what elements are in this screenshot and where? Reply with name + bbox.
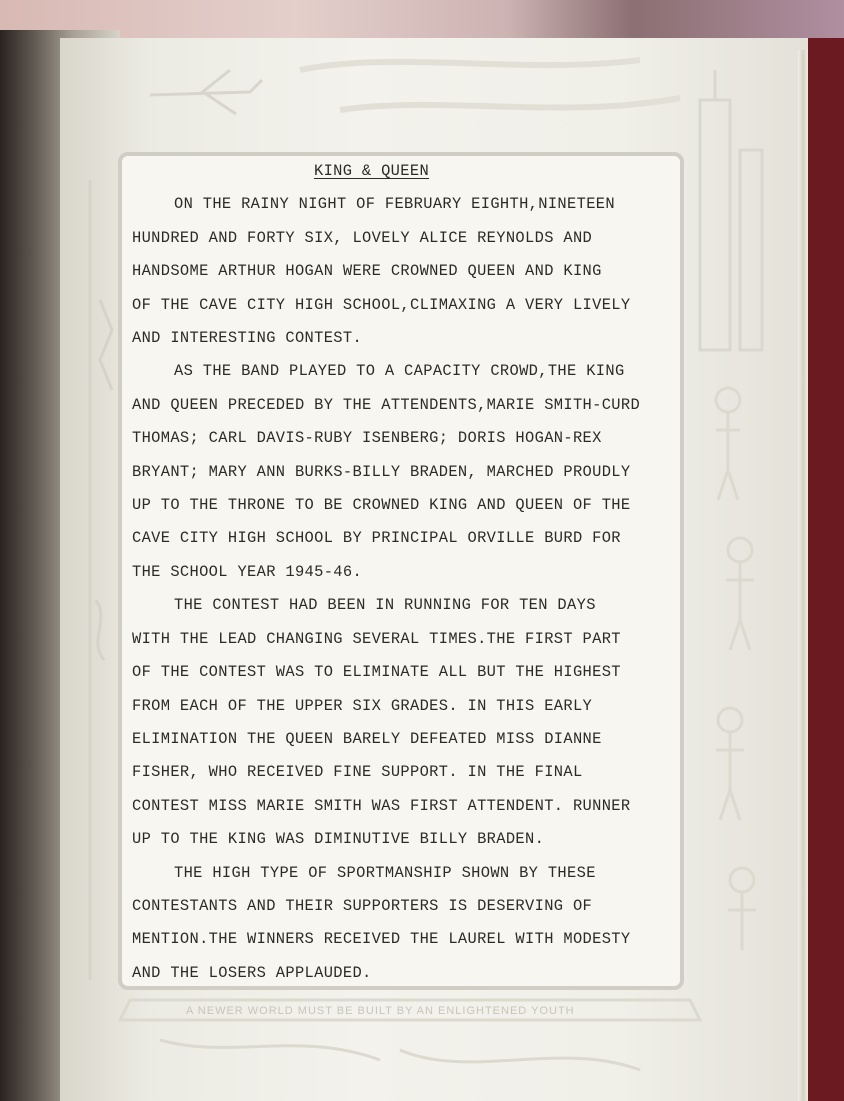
article-title: KING & QUEEN <box>314 162 430 180</box>
background-tagline: A NEWER WORLD MUST BE BUILT BY AN ENLIGHTENED YOUTH <box>186 1005 575 1017</box>
finger-edge <box>0 0 844 38</box>
text-line: AND QUEEN PRECEDED BY THE ATTENDENTS,MARIE SMITH-CURD <box>132 395 641 414</box>
text-line: AS THE BAND PLAYED TO A CAPACITY CROWD,THE KING <box>174 362 625 381</box>
text-line: THE CONTEST HAD BEEN IN RUNNING FOR TEN DAYS <box>174 596 596 615</box>
text-line: CONTEST MISS MARIE SMITH WAS FIRST ATTENDENT. RUNNER <box>132 796 631 815</box>
text-line: ELIMINATION THE QUEEN BARELY DEFEATED MISS DIANNE <box>132 729 602 748</box>
text-line: THOMAS; CARL DAVIS-RUBY ISENBERG; DORIS HOGAN-REX <box>132 429 602 448</box>
text-line: FISHER, WHO RECEIVED FINE SUPPORT. IN THE FINAL <box>132 763 583 782</box>
text-line: HANDSOME ARTHUR HOGAN WERE CROWNED QUEEN AND KING <box>132 262 602 281</box>
typed-article <box>132 155 677 990</box>
text-line: BRYANT; MARY ANN BURKS-BILLY BRADEN, MARCHED PROUDLY <box>132 462 631 481</box>
text-line: FROM EACH OF THE UPPER SIX GRADES. IN THIS EARLY <box>132 696 593 715</box>
text-line: HUNDRED AND FORTY SIX, LOVELY ALICE REYNOLDS AND <box>132 228 593 247</box>
text-line: MENTION.THE WINNERS RECEIVED THE LAUREL WITH MODESTY <box>132 930 631 949</box>
text-line: CONTESTANTS AND THEIR SUPPORTERS IS DESERVING OF <box>132 896 593 915</box>
page-edge <box>798 50 808 1101</box>
text-line: AND THE LOSERS APPLAUDED. <box>132 963 372 982</box>
text-line: CAVE CITY HIGH SCHOOL BY PRINCIPAL ORVILLE BURD FOR <box>132 529 621 548</box>
text-line: UP TO THE THRONE TO BE CROWNED KING AND QUEEN OF THE <box>132 496 631 515</box>
text-line: OF THE CAVE CITY HIGH SCHOOL,CLIMAXING A VERY LIVELY <box>132 295 631 314</box>
text-line: OF THE CONTEST WAS TO ELIMINATE ALL BUT THE HIGHEST <box>132 663 621 682</box>
text-line: WITH THE LEAD CHANGING SEVERAL TIMES.THE FIRST PART <box>132 629 621 648</box>
text-line: AND INTERESTING CONTEST. <box>132 329 363 348</box>
text-line: UP TO THE KING WAS DIMINUTIVE BILLY BRADEN. <box>132 830 545 849</box>
text-line: THE HIGH TYPE OF SPORTMANSHIP SHOWN BY THESE <box>174 863 596 882</box>
text-line: ON THE RAINY NIGHT OF FEBRUARY EIGHTH,NINETEEN <box>174 195 615 214</box>
text-line: THE SCHOOL YEAR 1945-46. <box>132 562 363 581</box>
